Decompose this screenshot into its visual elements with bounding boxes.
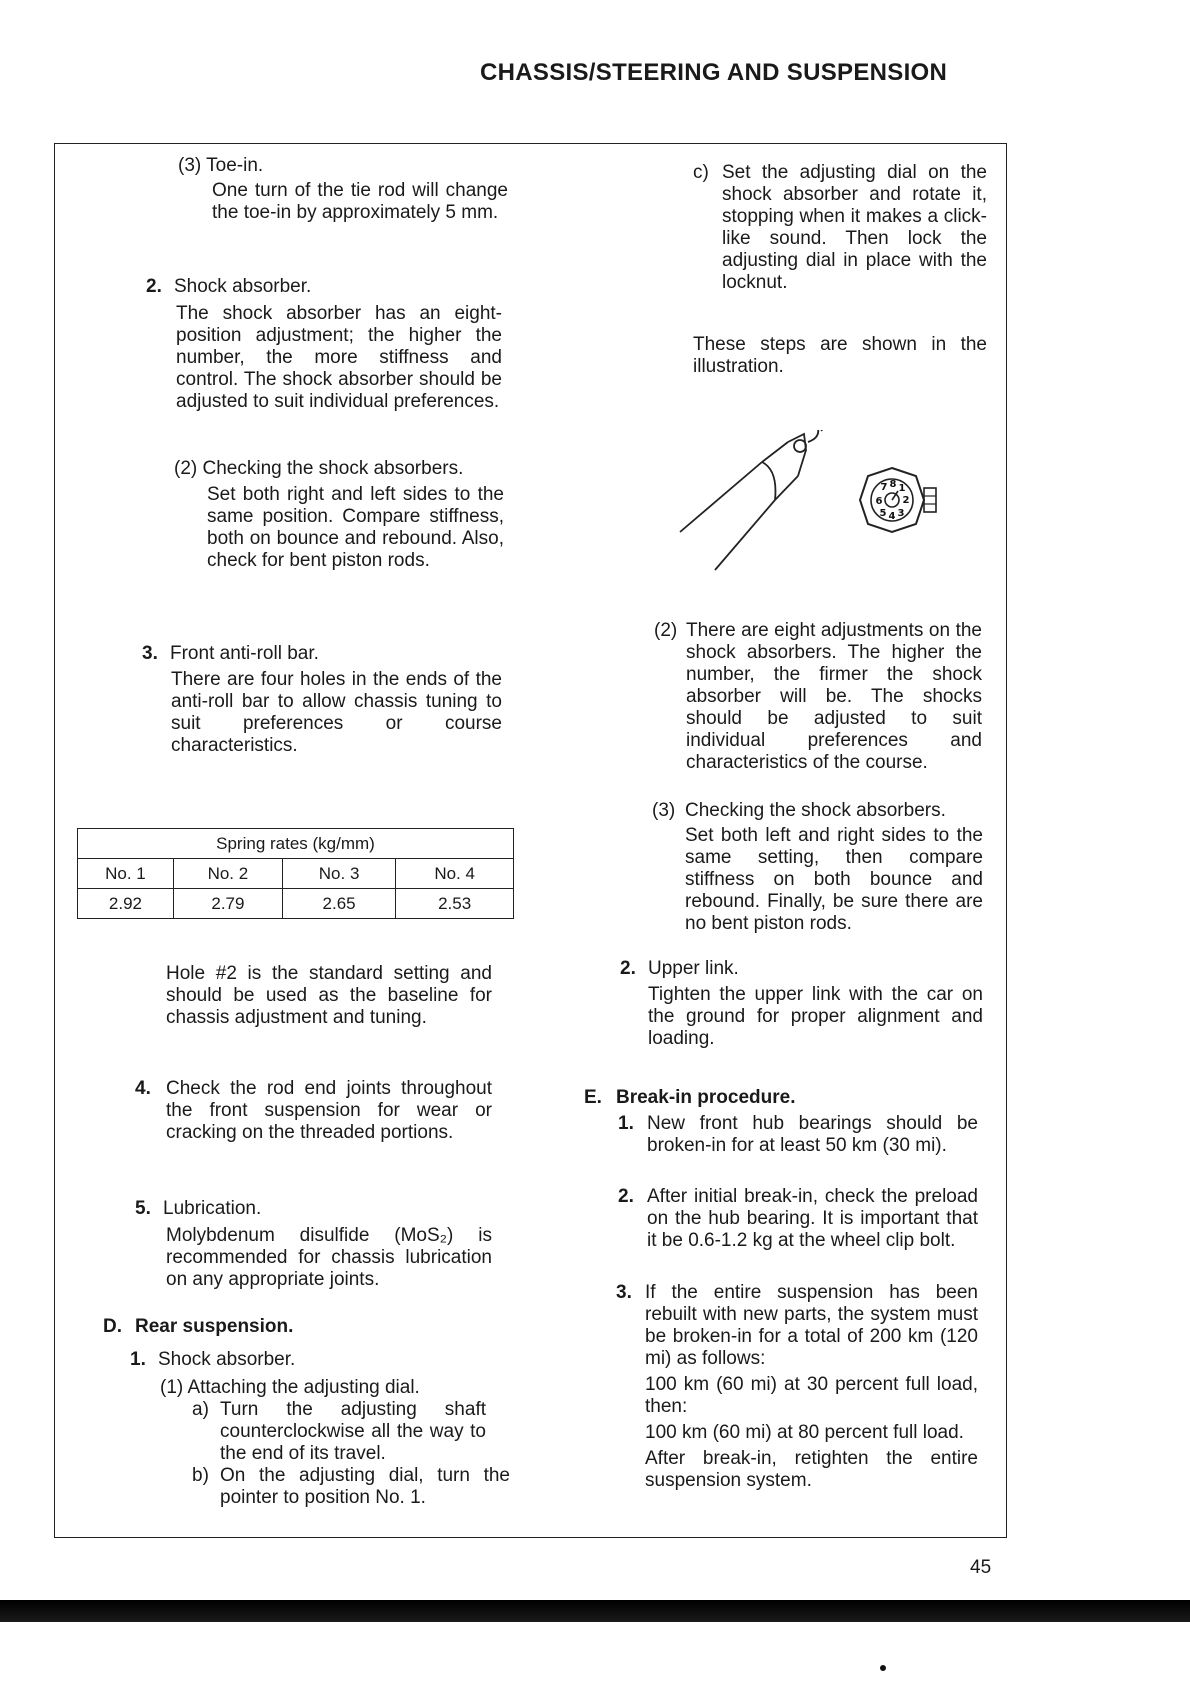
table-caption: Spring rates (kg/mm): [78, 829, 514, 859]
item-text: If the entire suspension has been rebuilt with new parts, the system must be broken-in for a total of 200 km (120 mi) as follows:: [645, 1282, 978, 1369]
step-b: [192, 1465, 510, 1509]
item-text: New front hub bearings should be broken-in for at least 50 km (30 mi).: [647, 1113, 978, 1156]
sub-title: (1) Attaching the adjusting dial.: [160, 1377, 420, 1398]
item-number: 1.: [618, 1113, 634, 1134]
break-in-item-1: [618, 1113, 978, 1157]
shock-absorber-icon: [680, 430, 822, 570]
dial-number: 2: [902, 495, 910, 506]
sub-title: (2) Checking the shock absorbers.: [174, 458, 464, 479]
step-2-adjustments: [654, 620, 984, 774]
toe-in-text: One turn of the tie rod will change the toe-in by approximately 5 mm.: [212, 180, 508, 223]
step-label: c): [693, 162, 709, 183]
step-text: There are eight adjustments on the shock absorbers. The higher the number, the firmer the shock absorber will be. The shocks should be adjusted to suit individual preferences and characteristics of the course.: [686, 620, 982, 773]
item-number: 2.: [618, 1186, 634, 1207]
item-title: Shock absorber.: [174, 276, 312, 297]
adjusting-dial-icon: [860, 468, 936, 532]
item-text: After initial break-in, check the preload on the hub bearing. It is important that it be 0.6-1.2 kg at the wheel clip bolt.: [647, 1186, 978, 1251]
dial-number: 3: [897, 508, 905, 519]
section-letter: E.: [584, 1087, 602, 1108]
upper-link-item: [620, 958, 985, 1050]
item-number: 3.: [616, 1282, 632, 1303]
table-header-cell: No. 1: [78, 859, 174, 889]
dial-number: 4: [888, 511, 896, 522]
anti-roll-bar-item: [142, 643, 508, 757]
section-letter: D.: [103, 1316, 122, 1337]
table-cell: 2.92: [78, 889, 174, 919]
page-header: CHASSIS/STEERING AND SUSPENSION: [480, 59, 948, 86]
hole-setting-text: Hole #2 is the standard setting and should be used as the baseline for chassis adjustment and tuning.: [166, 963, 492, 1028]
item-text: The shock absorber has an eight-position adjustment; the higher the number, the more stiffness and control. The shock absorber should be adjusted to suit individual preferences.: [176, 303, 502, 412]
page-number: 45: [970, 1557, 992, 1578]
table-header-cell: No. 4: [396, 859, 514, 889]
item-final: After break-in, retighten the entire suspension system.: [645, 1448, 978, 1491]
item-title: Shock absorber.: [158, 1349, 296, 1370]
item-text: Check the rod end joints throughout the front suspension for wear or cracking on the threaded portions.: [166, 1078, 492, 1143]
table-caption-row: [78, 829, 514, 859]
step-text: On the adjusting dial, turn the pointer to position No. 1.: [220, 1465, 510, 1508]
checking-shock-absorbers: [174, 458, 504, 572]
table-cell: 2.79: [173, 889, 282, 919]
illustration-note: These steps are shown in the illustration.: [693, 334, 987, 377]
lubrication-item: [135, 1198, 495, 1291]
shock-absorber-item: [146, 276, 506, 413]
item-text: There are four holes in the ends of the anti-roll bar to allow chassis tuning to suit preferences or course characteristics.: [171, 669, 502, 756]
dial-number: 5: [879, 508, 887, 519]
step-3-checking: [652, 800, 984, 935]
shock-dial-illustration: [670, 430, 960, 580]
item-step: 100 km (60 mi) at 80 percent full load.: [645, 1422, 964, 1443]
step-title: Checking the shock absorbers.: [685, 800, 946, 821]
item-title: Front anti-roll bar.: [170, 643, 319, 664]
item-text: Molybdenum disulfide (MoS₂) is recommended for chassis lubrication on any appropriate joints.: [166, 1225, 492, 1290]
section-title: Break-in procedure.: [616, 1087, 796, 1108]
item-number: 2.: [146, 276, 162, 297]
table-header-cell: No. 3: [282, 859, 395, 889]
table-cell: 2.53: [396, 889, 514, 919]
step-text: Turn the adjusting shaft counterclockwise all the way to the end of its travel.: [220, 1399, 486, 1464]
break-in-item-3: [616, 1282, 978, 1492]
step-label: (2): [654, 620, 678, 641]
dial-number: 8: [889, 479, 897, 490]
item-number: 3.: [142, 643, 158, 664]
item-title: Lubrication.: [163, 1198, 262, 1219]
spring-rates-table: [77, 828, 514, 919]
section-e-heading: [584, 1087, 796, 1109]
toe-in-title: (3) Toe-in.: [178, 155, 264, 176]
step-label: b): [192, 1465, 209, 1486]
dial-number: 7: [880, 482, 888, 493]
toe-in-section: [178, 155, 508, 224]
table-cell: 2.65: [282, 889, 395, 919]
item-number: 4.: [135, 1078, 151, 1099]
sub-text: Set both right and left sides to the same position. Compare stiffness, both on bounce and rebound. Also, check for bent piston rods.: [207, 484, 504, 571]
section-title: Rear suspension.: [135, 1316, 294, 1337]
scan-speck: [880, 1665, 886, 1671]
scan-edge-bar: [0, 1600, 1190, 1622]
step-a: [192, 1399, 510, 1465]
item-number: 5.: [135, 1198, 151, 1219]
item-step: 100 km (60 mi) at 30 percent full load, then:: [645, 1374, 978, 1417]
dial-number: 6: [875, 496, 883, 507]
item-number: 1.: [130, 1349, 146, 1370]
step-label: (3): [652, 800, 676, 821]
item-number: 2.: [620, 958, 636, 979]
table-header-cell: No. 2: [173, 859, 282, 889]
table-row: [78, 889, 514, 919]
section-d-heading: [103, 1316, 293, 1338]
dial-number: 1: [898, 483, 906, 494]
table-header-row: [78, 859, 514, 889]
step-c: [693, 162, 988, 294]
rod-end-item: [135, 1078, 495, 1144]
rear-shock-absorber-item: [130, 1349, 510, 1509]
step-text: Set the adjusting dial on the shock absorber and rotate it, stopping when it makes a click-like sound. Then lock the adjusting dial in place with the locknut.: [722, 162, 987, 293]
item-text: Tighten the upper link with the car on the ground for proper alignment and loading.: [648, 984, 983, 1049]
item-title: Upper link.: [648, 958, 739, 979]
step-label: a): [192, 1399, 209, 1420]
break-in-item-2: [618, 1186, 978, 1252]
step-text: Set both left and right sides to the same setting, then compare stiffness on both bounce and rebound. Finally, be sure there are no bent piston rods.: [685, 825, 983, 934]
